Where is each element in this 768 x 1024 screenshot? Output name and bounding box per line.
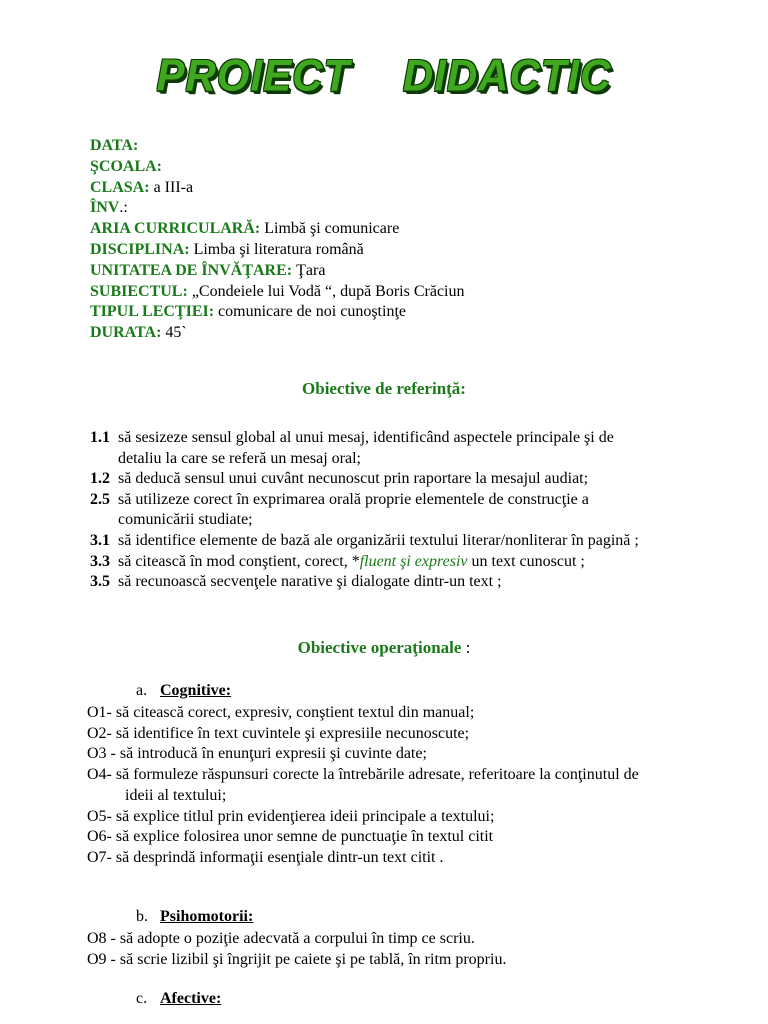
objective-text-emphasis: fluent şi expresiv xyxy=(359,552,468,570)
info-label: UNITATEA DE ÎNVĂŢARE: xyxy=(90,261,293,279)
objective-text-continuation: comunicării studiate; xyxy=(118,511,253,529)
objective-text: O4- să formuleze răspunsuri corecte la întrebările adresate, referitoare la conţinutul de xyxy=(87,766,639,784)
subsection-letter: b. xyxy=(136,908,148,925)
heading-colon: : xyxy=(461,638,471,657)
list-item xyxy=(90,490,710,531)
info-value: Ţara xyxy=(292,261,326,279)
subsection-psychomotor xyxy=(136,908,253,926)
info-row-discipline xyxy=(90,240,465,261)
list-item xyxy=(87,929,707,950)
info-value: Limba şi literatura română xyxy=(189,240,364,258)
document-title: PROIECT DIDACTIC xyxy=(156,50,612,101)
subsection-letter: c. xyxy=(136,990,148,1007)
info-label: DISCIPLINA: xyxy=(90,240,190,258)
list-item xyxy=(90,531,710,552)
info-label: DATA: xyxy=(90,137,139,154)
objective-number: 2.5 xyxy=(90,490,110,508)
subsection-cognitive xyxy=(136,682,231,700)
info-label: ŞCOALA: xyxy=(90,157,163,175)
list-item xyxy=(90,469,710,490)
objective-text-continuation: detaliu la care se referă un mesaj oral; xyxy=(118,449,361,467)
objective-text: să utilizeze corect în exprimarea orală proprie elementele de construcţie a xyxy=(118,490,589,508)
objective-text: să identifice elemente de bază ale organizării textului literar/nonliterar în pagină ; xyxy=(118,531,639,549)
info-value: a III-a xyxy=(149,178,194,196)
list-item xyxy=(87,765,707,806)
subsection-affective xyxy=(136,990,221,1008)
info-row-curricular-area xyxy=(90,219,465,240)
objective-text: să deducă sensul unui cuvânt necunoscut prin raportare la mesajul audiat; xyxy=(118,470,589,488)
info-value: comunicare de noi cunoştinţe xyxy=(214,303,406,321)
operational-objectives-heading xyxy=(0,638,768,658)
heading-text: Obiective operaţionale xyxy=(297,638,462,657)
cognitive-objectives-list xyxy=(87,703,707,869)
info-label: ARIA CURRICULARĂ: xyxy=(90,220,261,238)
reference-objectives-heading: Obiective de referinţă: xyxy=(302,379,466,398)
list-item xyxy=(87,848,707,869)
info-row-duration xyxy=(90,323,465,344)
info-value: Limbă şi comunicare xyxy=(260,220,400,238)
objective-text: să sesizeze sensul global al unui mesaj, identificând aspectele principale şi de xyxy=(118,429,614,446)
info-label: SUBIECTUL: xyxy=(90,282,188,300)
objective-text: O9 - să scrie lizibil şi îngrijit pe caiete şi pe tablă, în ritm propriu. xyxy=(87,950,507,968)
objective-number: 3.1 xyxy=(90,531,110,549)
info-label: CLASA: xyxy=(90,178,150,196)
info-row-teacher xyxy=(90,198,465,219)
objective-text: O6- să explice folosirea unor semne de punctuaţie în textul citit xyxy=(87,828,494,846)
objective-text xyxy=(118,552,710,573)
objective-text: să recunoască secvenţele narative şi dialogate dintr-un text ; xyxy=(118,573,502,591)
subsection-title: Afective: xyxy=(160,990,222,1007)
info-value: „Condeiele lui Vodă “, după Boris Crăciun xyxy=(187,282,465,300)
subsection-title: Cognitive: xyxy=(160,682,232,699)
objective-text-part: să citească în mod conştient, corect, * xyxy=(118,552,360,570)
objective-number: 3.5 xyxy=(90,573,110,591)
objective-text-continuation: ideii al textului; xyxy=(125,786,227,804)
info-row-class xyxy=(90,178,465,199)
list-item xyxy=(90,428,710,469)
list-item xyxy=(87,807,707,828)
list-item xyxy=(90,572,710,593)
list-item xyxy=(87,950,707,971)
list-item xyxy=(87,744,707,765)
info-row-date xyxy=(90,136,465,157)
objective-text: O8 - să adopte o poziţie adecvată a corpului în timp ce scriu. xyxy=(87,930,475,947)
objective-text: O5- să explice titlul prin evidenţierea ideii principale a textului; xyxy=(87,807,495,825)
info-value: 45` xyxy=(161,324,187,342)
info-row-lesson-type xyxy=(90,302,465,323)
list-item xyxy=(90,552,710,573)
objective-number: 1.2 xyxy=(90,470,110,488)
objective-text: O1- să citească corect, expresiv, conştient textul din manual; xyxy=(87,704,475,721)
lesson-info xyxy=(90,136,465,344)
list-item xyxy=(87,703,707,724)
info-label: DURATA: xyxy=(90,324,162,342)
objective-text: O3 - să introducă în enunţuri expresii şi cuvinte date; xyxy=(87,745,427,763)
info-row-subject xyxy=(90,282,465,303)
subsection-title: Psihomotorii: xyxy=(160,908,254,925)
psychomotor-objectives-list xyxy=(87,929,707,970)
info-label: ÎNV xyxy=(90,199,120,217)
list-item xyxy=(87,724,707,745)
info-row-school xyxy=(90,157,465,178)
list-item xyxy=(87,827,707,848)
info-row-learning-unit xyxy=(90,261,465,282)
objective-text-part: un text cunoscut ; xyxy=(467,552,585,570)
objective-number: 1.1 xyxy=(90,429,110,446)
subsection-letter: a. xyxy=(136,682,148,699)
info-label: TIPUL LECŢIEI: xyxy=(90,303,215,321)
reference-objectives-list xyxy=(90,428,710,593)
objective-text: O2- să identifice în text cuvintele şi expresiile necunoscute; xyxy=(87,724,470,742)
info-value: .: xyxy=(119,199,128,217)
objective-text: O7- să desprindă informaţii esenţiale dintr-un text citit . xyxy=(87,848,444,866)
objective-number: 3.3 xyxy=(90,552,110,570)
